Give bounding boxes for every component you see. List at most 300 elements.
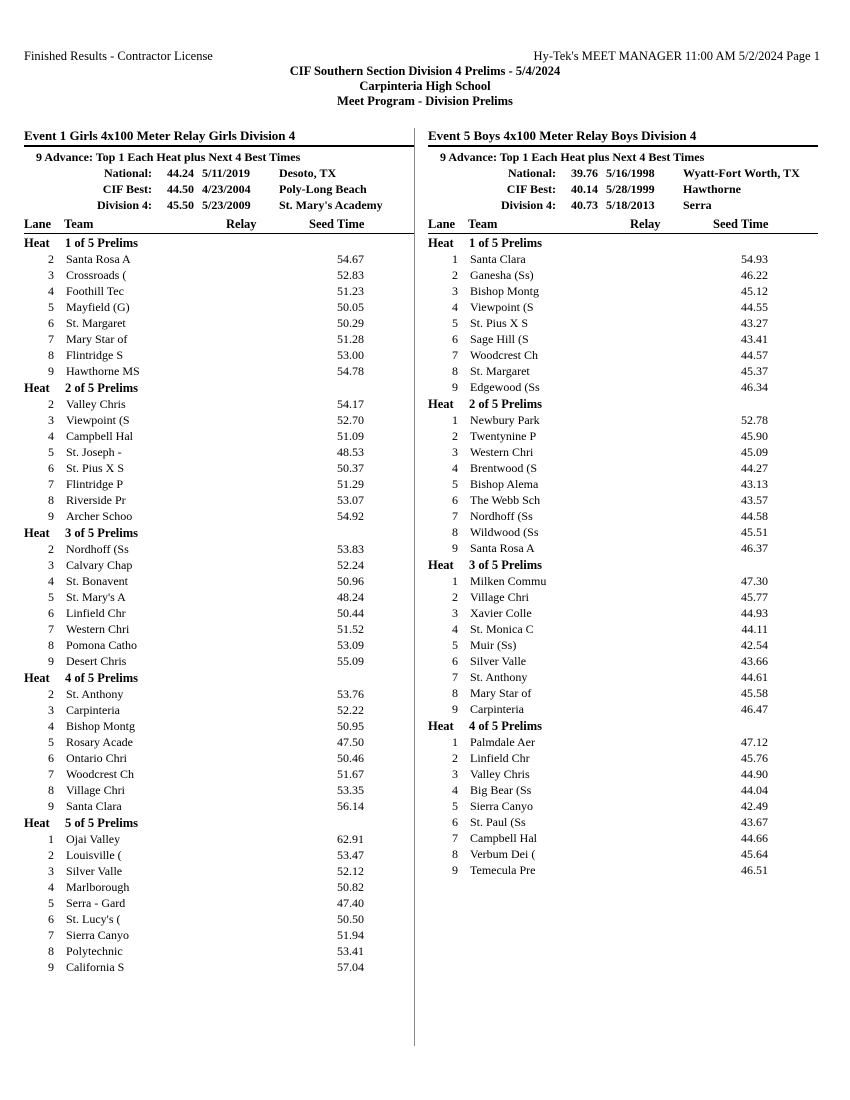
entry-row [24, 412, 414, 428]
heat-label: Heat [24, 526, 50, 540]
entry-seed-time: 44.04 [741, 783, 768, 797]
entry-lane: 4 [48, 284, 54, 298]
entry-lane: 6 [48, 606, 54, 620]
entry-lane: 8 [452, 525, 458, 539]
entry-row [24, 798, 414, 814]
entry-seed-time: 45.51 [741, 525, 768, 539]
entry-row [428, 669, 818, 685]
entry-row [24, 476, 414, 492]
entry-seed-time: 45.12 [741, 284, 768, 298]
record-row [24, 197, 414, 213]
entry-team: Wildwood (Ss [470, 525, 539, 539]
record-label: National: [104, 166, 152, 180]
entry-lane: 7 [452, 348, 458, 362]
entry-team: Silver Valle [66, 864, 123, 878]
entry-row [24, 573, 414, 589]
entry-seed-time: 53.83 [337, 542, 364, 556]
record-holder: St. Mary's Academy [279, 198, 383, 212]
entry-seed-time: 45.37 [741, 364, 768, 378]
heat-label: Heat [24, 671, 50, 685]
heat-header [428, 396, 818, 412]
entry-team: Mayfield (G) [66, 300, 130, 314]
entry-team: Valley Chris [66, 397, 126, 411]
entry-seed-time: 62.91 [337, 832, 364, 846]
entry-lane: 2 [48, 542, 54, 556]
entry-lane: 2 [452, 751, 458, 765]
entry-lane: 9 [48, 364, 54, 378]
meet-subtitle: Meet Program - Division Prelims [337, 94, 513, 108]
entry-team: St. Monica C [470, 622, 534, 636]
event-title: Event 1 Girls 4x100 Meter Relay Girls Division 4 [24, 128, 296, 143]
entry-row [24, 315, 414, 331]
heat-number: 5 of 5 Prelims [65, 816, 139, 830]
entry-team: Foothill Tec [66, 284, 124, 298]
entry-seed-time: 53.35 [337, 783, 364, 797]
record-time: 40.73 [571, 198, 598, 212]
entry-row [24, 653, 414, 669]
heat-number: 2 of 5 Prelims [469, 397, 543, 411]
entry-lane: 3 [452, 445, 458, 459]
entry-seed-time: 51.52 [337, 622, 364, 636]
entry-row [428, 444, 818, 460]
entry-row [428, 412, 818, 428]
entry-team: Crossroads ( [66, 268, 127, 282]
entry-lane: 4 [48, 429, 54, 443]
column-header-relay: Relay [630, 217, 661, 231]
entry-seed-time: 44.57 [741, 348, 768, 362]
entry-lane: 3 [48, 413, 54, 427]
entry-seed-time: 45.90 [741, 429, 768, 443]
entry-row [428, 476, 818, 492]
column-headers [24, 216, 414, 233]
entry-seed-time: 47.30 [741, 574, 768, 588]
entry-team: Carpinteria [470, 702, 524, 716]
entry-team: Mary Star of [66, 332, 128, 346]
entry-row [24, 686, 414, 702]
entry-lane: 5 [452, 638, 458, 652]
entry-team: The Webb Sch [470, 493, 541, 507]
entry-row [428, 846, 818, 862]
entry-team: St. Mary's A [66, 590, 126, 604]
entry-seed-time: 53.09 [337, 638, 364, 652]
entry-team: St. Margaret [470, 364, 530, 378]
record-row [428, 165, 818, 181]
entry-lane: 7 [48, 332, 54, 346]
entry-row [428, 573, 818, 589]
entry-lane: 4 [452, 783, 458, 797]
entry-lane: 6 [48, 912, 54, 926]
heat-label: Heat [428, 397, 454, 411]
entry-seed-time: 44.55 [741, 300, 768, 314]
record-row [428, 197, 818, 213]
entry-team: Ontario Chri [66, 751, 127, 765]
entry-seed-time: 50.95 [337, 719, 364, 733]
heat-number: 2 of 5 Prelims [65, 381, 139, 395]
entry-seed-time: 54.17 [337, 397, 364, 411]
entry-row [24, 911, 414, 927]
entry-lane: 7 [48, 622, 54, 636]
entry-row [24, 637, 414, 653]
entry-lane: 9 [452, 863, 458, 877]
record-date: 5/16/1998 [606, 166, 655, 180]
entry-lane: 5 [48, 590, 54, 604]
entry-seed-time: 43.13 [741, 477, 768, 491]
entry-team: Woodcrest Ch [470, 348, 539, 362]
entry-team: Polytechnic [66, 944, 123, 958]
entry-seed-time: 43.41 [741, 332, 768, 346]
entry-lane: 1 [452, 413, 458, 427]
entry-row [24, 943, 414, 959]
entry-seed-time: 52.78 [741, 413, 768, 427]
entry-lane: 4 [452, 622, 458, 636]
entry-lane: 2 [452, 590, 458, 604]
entry-row [428, 653, 818, 669]
entry-team: Bishop Alema [470, 477, 539, 491]
entry-team: Campbell Hal [66, 429, 133, 443]
entry-lane: 3 [48, 703, 54, 717]
heat-number: 3 of 5 Prelims [469, 558, 543, 572]
entry-lane: 6 [452, 815, 458, 829]
entry-seed-time: 57.04 [337, 960, 364, 974]
entry-row [428, 540, 818, 556]
entry-seed-time: 44.11 [741, 622, 768, 636]
entry-row [24, 492, 414, 508]
record-row [24, 181, 414, 197]
heat-header [428, 718, 818, 734]
entry-row [24, 831, 414, 847]
entry-row [428, 299, 818, 315]
entry-lane: 3 [48, 864, 54, 878]
entry-seed-time: 47.12 [741, 735, 768, 749]
entry-seed-time: 51.09 [337, 429, 364, 443]
entry-team: St. Anthony [66, 687, 124, 701]
heat-number: 1 of 5 Prelims [65, 236, 139, 250]
heat-label: Heat [428, 558, 454, 572]
entry-team: St. Anthony [470, 670, 528, 684]
entry-team: Newbury Park [470, 413, 540, 427]
entry-row [24, 428, 414, 444]
entry-row [428, 734, 818, 750]
entry-row [428, 830, 818, 846]
entry-team: St. Pius X S [66, 461, 125, 475]
entry-lane: 2 [48, 687, 54, 701]
heat-header [428, 557, 818, 573]
entry-team: Serra - Gard [66, 896, 126, 910]
entry-team: Linfield Chr [470, 751, 530, 765]
entry-seed-time: 42.49 [741, 799, 768, 813]
entry-team: Flintridge P [66, 477, 124, 491]
entry-seed-time: 52.22 [337, 703, 364, 717]
entry-team: Big Bear (Ss [470, 783, 532, 797]
entry-team: Mary Star of [470, 686, 532, 700]
entry-team: St. Margaret [66, 316, 126, 330]
entry-row [428, 251, 818, 267]
entry-team: Milken Commu [470, 574, 547, 588]
entry-row [24, 702, 414, 718]
entry-lane: 4 [452, 461, 458, 475]
entry-team: Palmdale Aer [470, 735, 535, 749]
heat-header [24, 670, 414, 686]
record-time: 40.14 [571, 182, 598, 196]
entry-lane: 8 [48, 783, 54, 797]
entry-seed-time: 56.14 [337, 799, 364, 813]
entry-row [24, 396, 414, 412]
entry-row [24, 508, 414, 524]
entry-lane: 6 [452, 654, 458, 668]
entry-team: Viewpoint (S [66, 413, 130, 427]
entry-row [24, 621, 414, 637]
entry-seed-time: 54.78 [337, 364, 364, 378]
entry-seed-time: 51.29 [337, 477, 364, 491]
record-holder: Poly-Long Beach [279, 182, 367, 196]
entry-row [24, 847, 414, 863]
entry-row [24, 541, 414, 557]
entry-lane: 4 [48, 574, 54, 588]
entry-lane: 9 [452, 702, 458, 716]
entry-lane: 1 [452, 574, 458, 588]
entry-seed-time: 45.76 [741, 751, 768, 765]
event-column-right [428, 128, 818, 878]
column-header-team: Team [468, 217, 498, 231]
entry-row [24, 460, 414, 476]
entry-row [24, 766, 414, 782]
license-label: Finished Results - Contractor License [24, 49, 213, 63]
record-row [428, 181, 818, 197]
entry-lane: 6 [48, 316, 54, 330]
entry-row [428, 363, 818, 379]
entry-row [24, 347, 414, 363]
entry-seed-time: 52.12 [337, 864, 364, 878]
record-label: CIF Best: [506, 182, 556, 196]
heat-number: 4 of 5 Prelims [65, 671, 139, 685]
record-date: 5/28/1999 [606, 182, 655, 196]
heat-label: Heat [24, 381, 50, 395]
entry-lane: 9 [48, 960, 54, 974]
entry-lane: 9 [48, 799, 54, 813]
entry-row [428, 524, 818, 540]
entry-row [428, 685, 818, 701]
entry-row [428, 379, 818, 395]
record-time: 44.24 [167, 166, 194, 180]
entry-team: Nordhoff (Ss [470, 509, 533, 523]
entry-lane: 1 [452, 252, 458, 266]
entry-lane: 2 [48, 252, 54, 266]
entry-lane: 9 [452, 541, 458, 555]
entry-seed-time: 50.46 [337, 751, 364, 765]
entry-lane: 2 [452, 268, 458, 282]
entry-lane: 1 [452, 735, 458, 749]
entry-team: Rosary Acade [66, 735, 133, 749]
meet-name: CIF Southern Section Division 4 Prelims - 5/4/2024 [289, 64, 561, 78]
entry-row [428, 621, 818, 637]
heat-label: Heat [24, 816, 50, 830]
entry-seed-time: 44.93 [741, 606, 768, 620]
entry-lane: 7 [452, 670, 458, 684]
entry-row [428, 862, 818, 878]
entry-team: Ganesha (Ss) [470, 268, 534, 282]
column-headers [428, 216, 818, 233]
record-time: 39.76 [571, 166, 598, 180]
heat-label: Heat [428, 236, 454, 250]
entry-seed-time: 51.67 [337, 767, 364, 781]
entry-team: Village Chri [66, 783, 125, 797]
meet-manager-stamp: Hy-Tek's MEET MANAGER 11:00 AM 5/2/2024 Page 1 [533, 49, 820, 63]
records-list [24, 165, 414, 213]
entry-seed-time: 53.07 [337, 493, 364, 507]
entry-team: Temecula Pre [470, 863, 536, 877]
entry-team: Santa Clara [66, 799, 122, 813]
entry-lane: 8 [452, 847, 458, 861]
entry-seed-time: 53.41 [337, 944, 364, 958]
entry-seed-time: 54.92 [337, 509, 364, 523]
entry-lane: 7 [452, 831, 458, 845]
entry-seed-time: 45.77 [741, 590, 768, 604]
entry-team: Hawthorne MS [66, 364, 140, 378]
entry-team: Linfield Chr [66, 606, 126, 620]
entry-seed-time: 52.83 [337, 268, 364, 282]
entry-team: Sierra Canyo [470, 799, 533, 813]
entry-team: Viewpoint (S [470, 300, 534, 314]
entry-seed-time: 46.37 [741, 541, 768, 555]
entry-row [24, 251, 414, 267]
event-title: Event 5 Boys 4x100 Meter Relay Boys Division 4 [428, 128, 697, 143]
event-column-left [24, 128, 414, 975]
advance-note: 9 Advance: Top 1 Each Heat plus Next 4 Best Times [36, 150, 301, 164]
entry-team: Santa Rosa A [66, 252, 131, 266]
entry-team: Santa Rosa A [470, 541, 535, 555]
entry-row [24, 444, 414, 460]
entry-team: St. Bonavent [66, 574, 128, 588]
advance-note: 9 Advance: Top 1 Each Heat plus Next 4 Best Times [440, 150, 705, 164]
heat-header [24, 815, 414, 831]
entry-seed-time: 43.27 [741, 316, 768, 330]
entry-lane: 6 [452, 332, 458, 346]
record-label: Division 4: [500, 198, 556, 212]
entry-team: Ojai Valley [66, 832, 121, 846]
entry-lane: 5 [48, 300, 54, 314]
entry-seed-time: 43.57 [741, 493, 768, 507]
entry-row [24, 734, 414, 750]
entry-seed-time: 50.82 [337, 880, 364, 894]
entry-seed-time: 51.23 [337, 284, 364, 298]
entry-seed-time: 46.47 [741, 702, 768, 716]
entry-team: Valley Chris [470, 767, 530, 781]
entry-team: California S [66, 960, 125, 974]
entry-team: Brentwood (S [470, 461, 537, 475]
heat-header [24, 525, 414, 541]
entry-lane: 3 [452, 767, 458, 781]
entry-lane: 8 [48, 493, 54, 507]
entry-team: Riverside Pr [66, 493, 126, 507]
entry-row [428, 701, 818, 717]
entry-lane: 8 [452, 686, 458, 700]
entry-team: Nordhoff (Ss [66, 542, 129, 556]
records-list [428, 165, 818, 213]
record-holder: Wyatt-Fort Worth, TX [683, 166, 800, 180]
entry-team: Marlborough [66, 880, 130, 894]
column-headers-rule [428, 233, 818, 234]
entry-seed-time: 53.00 [337, 348, 364, 362]
entry-lane: 5 [48, 445, 54, 459]
record-holder: Serra [683, 198, 712, 212]
entry-row [428, 283, 818, 299]
entry-lane: 3 [48, 558, 54, 572]
meet-venue: Carpinteria High School [359, 79, 491, 93]
entry-lane: 5 [48, 735, 54, 749]
entry-team: Carpinteria [66, 703, 120, 717]
entry-seed-time: 54.67 [337, 252, 364, 266]
entry-seed-time: 43.67 [741, 815, 768, 829]
entry-row [428, 605, 818, 621]
record-date: 5/18/2013 [606, 198, 655, 212]
entry-lane: 7 [48, 928, 54, 942]
entry-seed-time: 44.27 [741, 461, 768, 475]
entry-seed-time: 50.37 [337, 461, 364, 475]
entry-lane: 9 [48, 509, 54, 523]
entry-lane: 9 [452, 380, 458, 394]
entry-row [24, 879, 414, 895]
entry-row [24, 299, 414, 315]
entry-lane: 4 [452, 300, 458, 314]
entry-lane: 3 [452, 606, 458, 620]
entry-team: Western Chri [470, 445, 534, 459]
entry-team: Pomona Catho [66, 638, 137, 652]
entry-lane: 2 [48, 397, 54, 411]
entry-row [428, 508, 818, 524]
record-holder: Desoto, TX [279, 166, 337, 180]
entry-seed-time: 45.64 [741, 847, 768, 861]
entry-lane: 5 [452, 316, 458, 330]
entry-lane: 6 [48, 461, 54, 475]
entry-team: Verbum Dei ( [470, 847, 536, 861]
entry-row [428, 637, 818, 653]
entry-row [428, 331, 818, 347]
entry-seed-time: 50.44 [337, 606, 364, 620]
entry-lane: 7 [48, 767, 54, 781]
record-time: 45.50 [167, 198, 194, 212]
entry-team: St. Pius X S [470, 316, 529, 330]
entry-team: St. Lucy's ( [66, 912, 121, 926]
record-time: 44.50 [167, 182, 194, 196]
entry-row [24, 589, 414, 605]
entry-team: Desert Chris [66, 654, 127, 668]
entry-row [24, 605, 414, 621]
heat-number: 1 of 5 Prelims [469, 236, 543, 250]
entry-team: Bishop Montg [66, 719, 136, 733]
entry-team: St. Paul (Ss [470, 815, 526, 829]
entry-lane: 5 [48, 896, 54, 910]
entry-seed-time: 51.28 [337, 332, 364, 346]
entry-lane: 2 [48, 848, 54, 862]
record-label: National: [508, 166, 556, 180]
record-label: Division 4: [96, 198, 152, 212]
entry-team: Campbell Hal [470, 831, 537, 845]
entry-row [428, 347, 818, 363]
entry-seed-time: 51.94 [337, 928, 364, 942]
entry-row [24, 557, 414, 573]
entry-seed-time: 54.93 [741, 252, 768, 266]
entry-lane: 4 [48, 719, 54, 733]
heat-label: Heat [428, 719, 454, 733]
entry-lane: 5 [452, 799, 458, 813]
record-row [24, 165, 414, 181]
entry-team: Archer Schoo [66, 509, 133, 523]
entry-team: Silver Valle [470, 654, 527, 668]
entry-row [428, 460, 818, 476]
entry-seed-time: 44.66 [741, 831, 768, 845]
heat-label: Heat [24, 236, 50, 250]
entry-seed-time: 52.70 [337, 413, 364, 427]
